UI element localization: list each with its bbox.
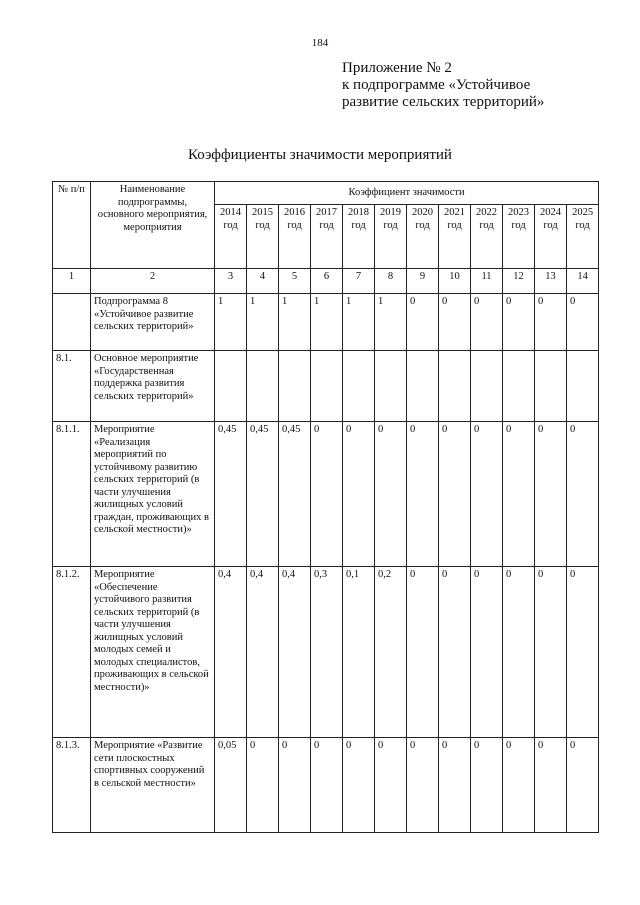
- coefficient-group-header: Коэффициент значимости: [215, 182, 599, 205]
- coefficient-cell: [567, 351, 599, 422]
- coefficient-table: [52, 181, 599, 833]
- coefficient-cell: 0: [503, 422, 535, 567]
- coefficient-cell: [343, 351, 375, 422]
- column-number: 10: [439, 269, 471, 294]
- column-number: 6: [311, 269, 343, 294]
- coefficient-cell: 1: [215, 294, 247, 351]
- column-number: 1: [53, 269, 91, 294]
- coefficient-cell: 0: [439, 738, 471, 833]
- year-header: 2025 год: [567, 205, 599, 269]
- coefficient-cell: 0,4: [279, 567, 311, 738]
- coefficient-cell: 0: [311, 738, 343, 833]
- coefficient-cell: 0: [471, 294, 503, 351]
- coefficient-cell: 0: [311, 422, 343, 567]
- coefficient-cell: [279, 351, 311, 422]
- coefficient-cell: 1: [343, 294, 375, 351]
- year-header: 2014 год: [215, 205, 247, 269]
- coefficient-cell: 0: [407, 567, 439, 738]
- coefficient-cell: 0,1: [343, 567, 375, 738]
- appendix-line: развитие сельских территорий»: [342, 94, 545, 110]
- appendix-line: к подпрограмме «Устойчивое: [342, 77, 531, 93]
- coefficient-cell: 1: [247, 294, 279, 351]
- row-code: [53, 294, 91, 351]
- year-header: 2022 год: [471, 205, 503, 269]
- coefficient-cell: 1: [311, 294, 343, 351]
- year-header: 2020 год: [407, 205, 439, 269]
- coefficient-cell: [407, 351, 439, 422]
- coefficient-cell: 0: [567, 738, 599, 833]
- year-header: 2016 год: [279, 205, 311, 269]
- coefficient-cell: 0: [439, 294, 471, 351]
- year-header: 2024 год: [535, 205, 567, 269]
- coefficient-cell: 0: [471, 738, 503, 833]
- row-code: 8.1.3.: [53, 738, 91, 833]
- coefficient-cell: 0: [343, 422, 375, 567]
- column-number: 11: [471, 269, 503, 294]
- coefficient-cell: 0: [471, 422, 503, 567]
- coefficient-cell: 1: [375, 294, 407, 351]
- table-row: [53, 738, 599, 833]
- table-row: [53, 351, 599, 422]
- coefficient-cell: 0: [407, 294, 439, 351]
- coefficient-cell: [215, 351, 247, 422]
- coefficient-cell: [535, 351, 567, 422]
- table-row: [53, 294, 599, 351]
- coefficient-cell: 0: [535, 738, 567, 833]
- col-num-header: № п/п: [53, 182, 91, 269]
- year-header: 2017 год: [311, 205, 343, 269]
- appendix-header: [342, 60, 544, 111]
- coefficient-cell: 0: [439, 422, 471, 567]
- row-name: Основное мероприятие «Государственная поддержка развития сельских территорий»: [91, 351, 215, 422]
- column-number: 5: [279, 269, 311, 294]
- coefficient-cell: 0,45: [247, 422, 279, 567]
- coefficient-cell: 0: [279, 738, 311, 833]
- table-row: [53, 567, 599, 738]
- year-header: 2018 год: [343, 205, 375, 269]
- coefficient-cell: 0,4: [247, 567, 279, 738]
- year-header: 2023 год: [503, 205, 535, 269]
- coefficient-cell: 1: [279, 294, 311, 351]
- coefficient-cell: 0,45: [215, 422, 247, 567]
- row-code: 8.1.1.: [53, 422, 91, 567]
- appendix-line: Приложение № 2: [342, 60, 452, 76]
- coefficient-cell: [375, 351, 407, 422]
- coefficient-cell: 0: [439, 567, 471, 738]
- coefficient-cell: 0: [407, 738, 439, 833]
- coefficient-cell: [503, 351, 535, 422]
- column-number: 8: [375, 269, 407, 294]
- row-name: Мероприятие «Реализация мероприятий по устойчивому развитию сельских территорий (в части улучшения жилищных условий граждан, проживающих в сельской местности)»: [91, 422, 215, 567]
- coefficient-cell: 0: [503, 294, 535, 351]
- coefficient-cell: 0,3: [311, 567, 343, 738]
- coefficient-cell: [247, 351, 279, 422]
- coefficient-cell: 0: [503, 567, 535, 738]
- col-name-header: Наименование подпрограммы, основного мероприятия, мероприятия: [91, 182, 215, 269]
- column-number: 4: [247, 269, 279, 294]
- coefficient-cell: 0: [567, 567, 599, 738]
- coefficient-cell: 0,2: [375, 567, 407, 738]
- column-number: 3: [215, 269, 247, 294]
- column-number: 2: [91, 269, 215, 294]
- coefficient-cell: 0: [535, 422, 567, 567]
- row-code: 8.1.2.: [53, 567, 91, 738]
- row-code: 8.1.: [53, 351, 91, 422]
- column-number: 13: [535, 269, 567, 294]
- coefficient-cell: 0,4: [215, 567, 247, 738]
- page-number: 184: [311, 37, 329, 49]
- row-name: Мероприятие «Развитие сети плоскостных спортивных сооружений в сельской местности»: [91, 738, 215, 833]
- year-header: 2019 год: [375, 205, 407, 269]
- coefficient-cell: [471, 351, 503, 422]
- coefficient-cell: 0: [375, 422, 407, 567]
- document-title: Коэффициенты значимости мероприятий: [188, 147, 452, 163]
- coefficient-cell: 0,45: [279, 422, 311, 567]
- coefficient-cell: 0: [535, 294, 567, 351]
- coefficient-cell: 0: [567, 422, 599, 567]
- column-number-row: [53, 269, 599, 294]
- coefficient-cell: 0: [407, 422, 439, 567]
- coefficient-cell: 0: [535, 567, 567, 738]
- coefficient-cell: [439, 351, 471, 422]
- row-name: Подпрограмма 8 «Устойчивое развитие сельских территорий»: [91, 294, 215, 351]
- coefficient-cell: 0: [471, 567, 503, 738]
- header-row: [53, 182, 599, 205]
- coefficient-cell: [311, 351, 343, 422]
- coefficient-cell: 0: [247, 738, 279, 833]
- column-number: 7: [343, 269, 375, 294]
- year-header: 2021 год: [439, 205, 471, 269]
- coefficient-cell: 0: [503, 738, 535, 833]
- column-number: 12: [503, 269, 535, 294]
- coefficient-cell: 0: [343, 738, 375, 833]
- column-number: 14: [567, 269, 599, 294]
- coefficient-cell: 0: [375, 738, 407, 833]
- column-number: 9: [407, 269, 439, 294]
- coefficient-cell: 0: [567, 294, 599, 351]
- year-header: 2015 год: [247, 205, 279, 269]
- row-name: Мероприятие «Обеспечение устойчивого развития сельских территорий (в части улучшения жилищных условий молодых семей и молодых специалистов, проживающих в сельской местности)»: [91, 567, 215, 738]
- table-row: [53, 422, 599, 567]
- coefficient-cell: 0,05: [215, 738, 247, 833]
